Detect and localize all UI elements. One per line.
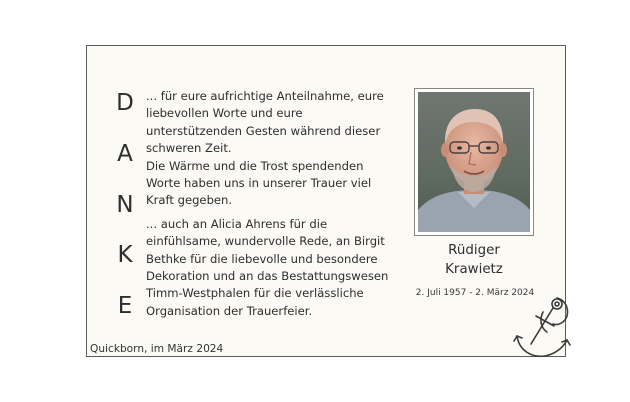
message-line: Worte haben uns in unserer Trauer viel xyxy=(146,176,372,191)
portrait-photo xyxy=(418,92,530,232)
message-line: ... für eure aufrichtige Anteilnahme, eure xyxy=(146,89,384,103)
message-line: ... auch an Alicia Ahrens für die xyxy=(146,216,328,231)
message-line: Kraft gegeben. xyxy=(146,193,233,208)
danke-heading xyxy=(115,92,135,346)
danke-letter-e: E xyxy=(117,293,133,320)
message-line: einfühlsame, wundervolle Rede, an Birgit xyxy=(146,234,385,249)
paragraph-2 xyxy=(146,216,411,320)
danke-letter-a: A xyxy=(117,140,133,167)
paragraph-1 xyxy=(146,88,411,210)
first-name: Rüdiger xyxy=(448,243,500,258)
anchor-icon xyxy=(513,292,573,362)
place-date-footer: Quickborn, im März 2024 xyxy=(90,343,224,355)
message-line: schweren Zeit. xyxy=(146,141,232,156)
message-line: Die Wärme und die Trost spendenden xyxy=(146,158,364,173)
portrait-frame xyxy=(414,88,534,236)
danke-letter-k: K xyxy=(117,242,133,269)
thank-you-card xyxy=(86,45,566,357)
message-text xyxy=(146,88,411,320)
message-line: Timm-Westphalen für die verlässliche xyxy=(146,286,364,301)
message-line: unterstützenden Gesten während dieser xyxy=(146,123,381,138)
message-line: Dekoration und an das Bestattungswesen xyxy=(146,269,389,284)
danke-letter-n: N xyxy=(116,191,134,218)
message-line: Organisation der Trauerfeier. xyxy=(146,303,313,318)
danke-letter-d: D xyxy=(116,90,134,116)
message-line: liebevollen Worte und eure xyxy=(146,106,303,121)
life-dates: 2. Juli 1957 - 2. März 2024 xyxy=(415,288,535,298)
last-name: Krawietz xyxy=(445,262,503,277)
message-line: Bethke für die liebevolle und besondere xyxy=(146,251,378,266)
